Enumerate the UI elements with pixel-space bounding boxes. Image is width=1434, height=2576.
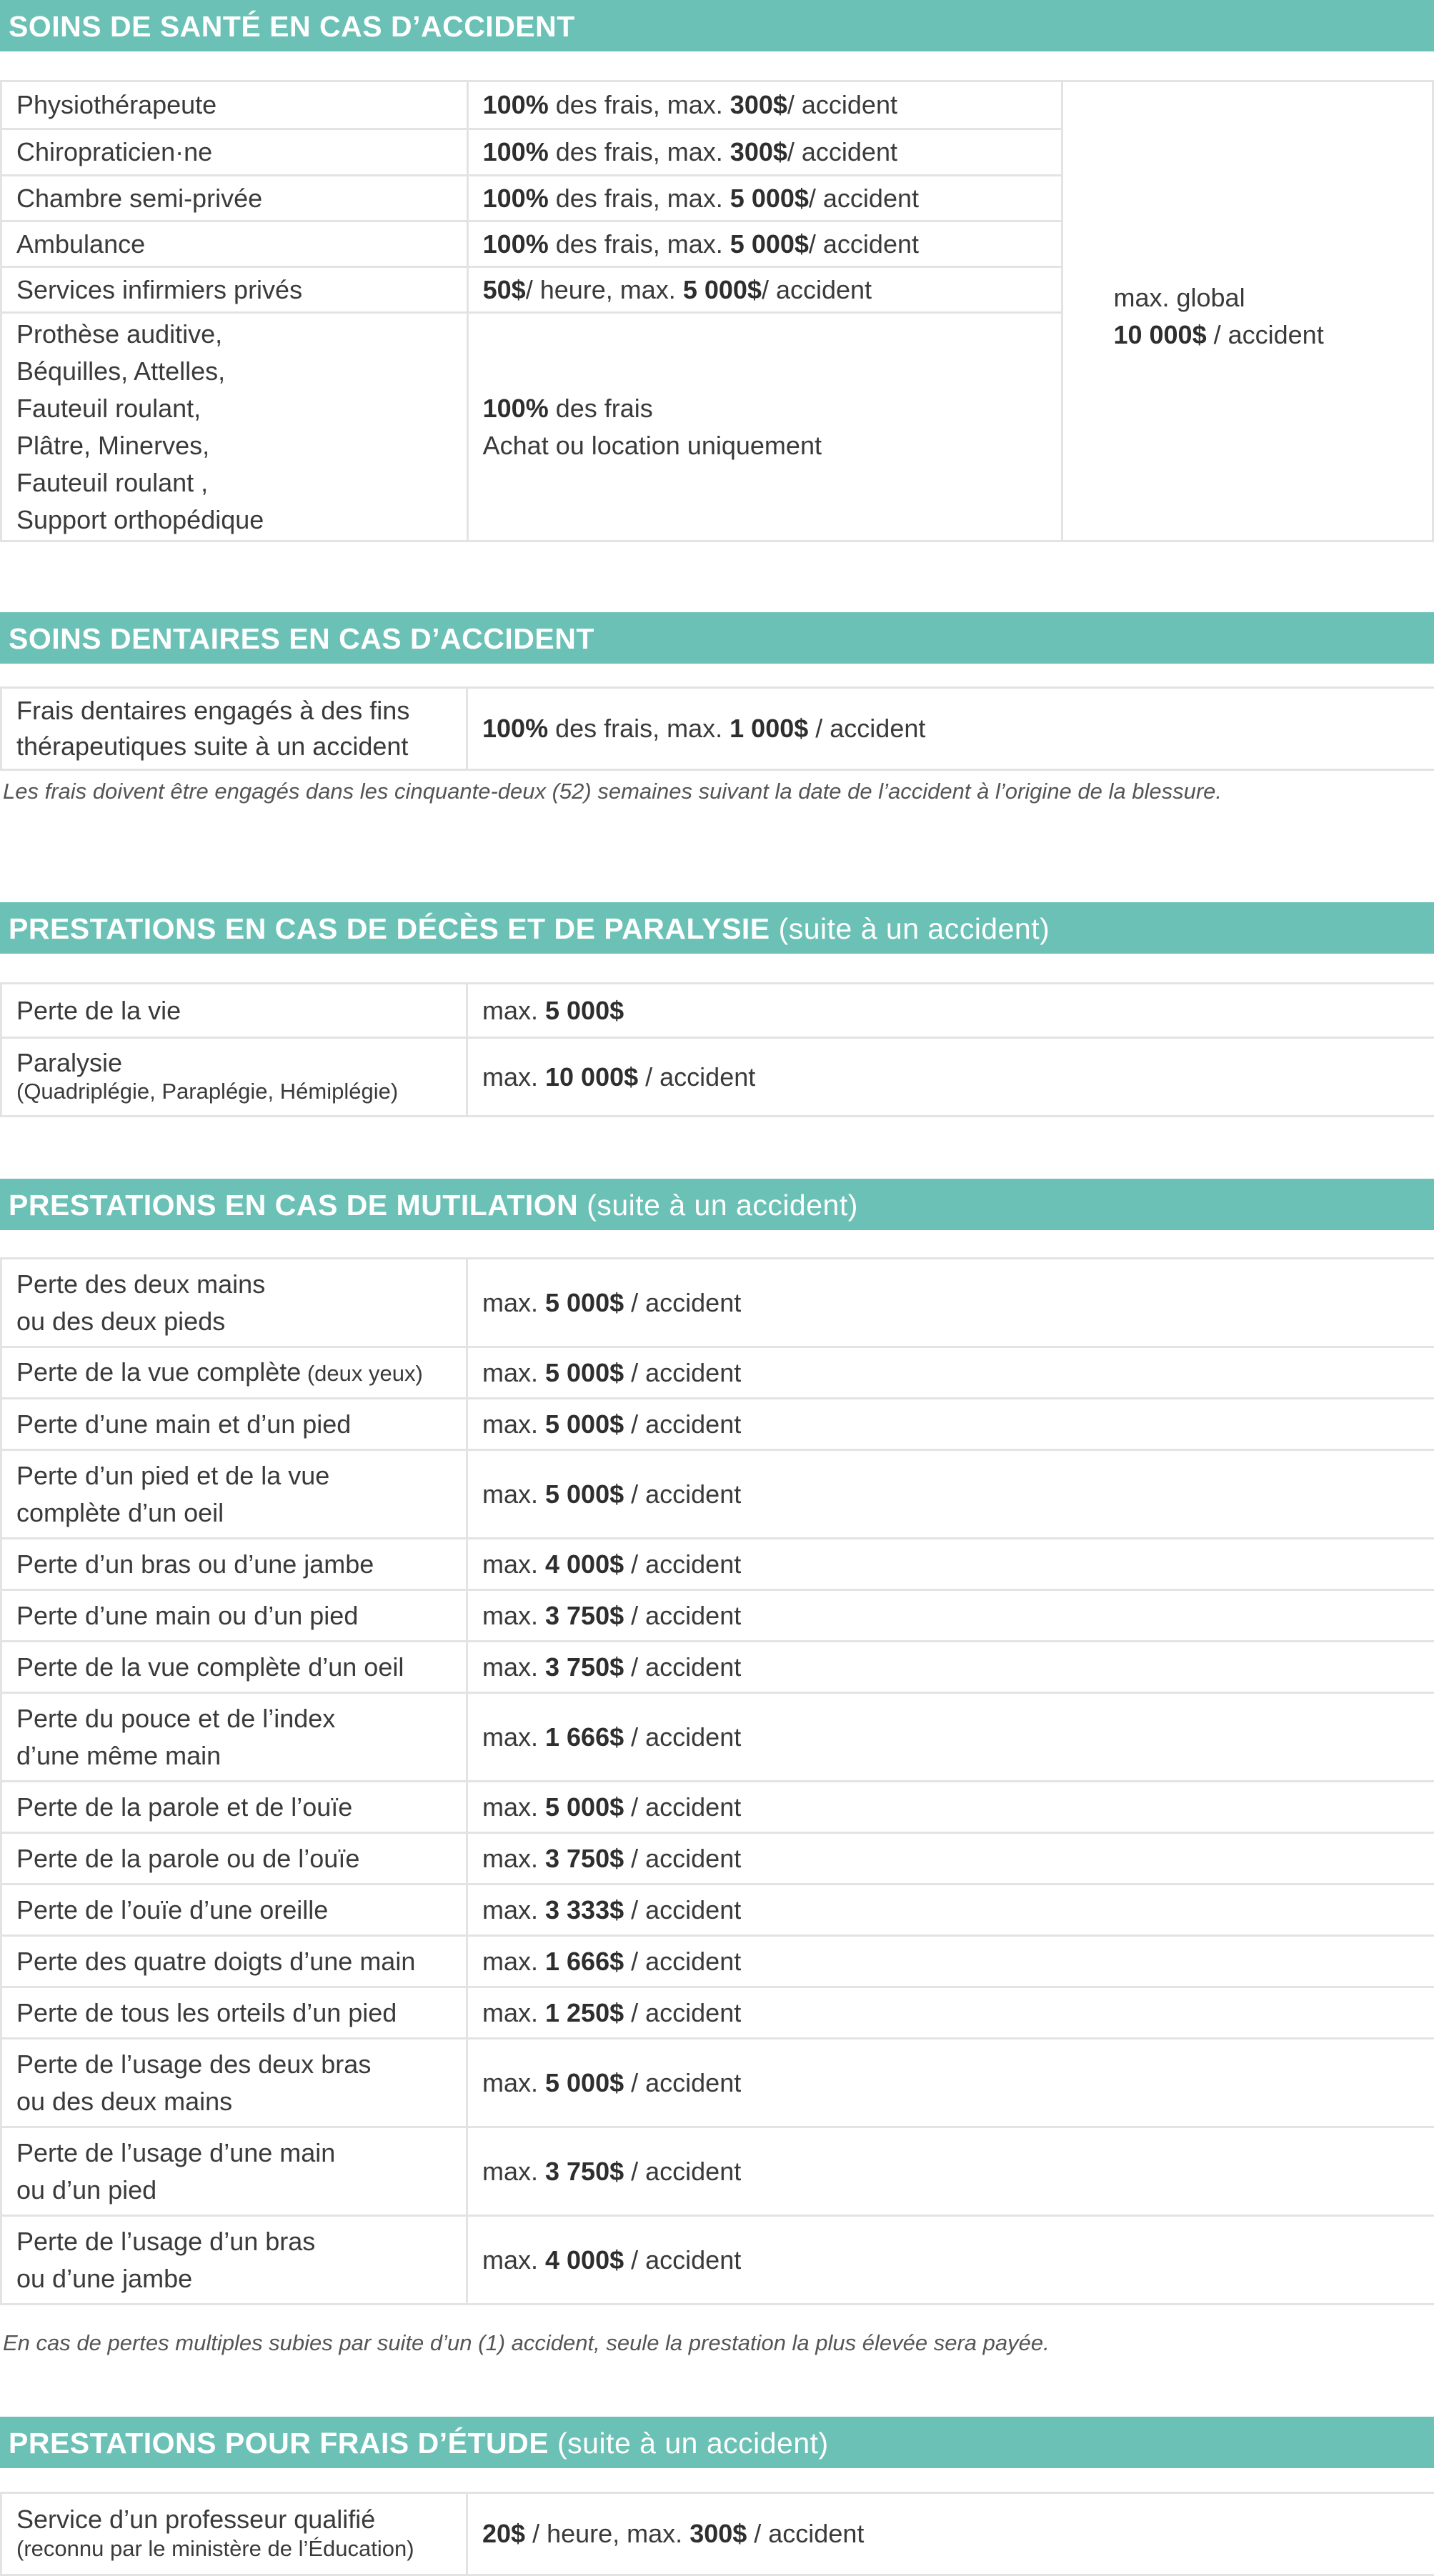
health-table: [0, 80, 1434, 542]
row-value: max. 3 750$ / accident: [467, 1590, 1434, 1642]
table-row: [1, 81, 1433, 129]
row-value: max. 3 750$ / accident: [467, 1642, 1434, 1693]
row-label: Frais dentaires engagés à des fins thérapeutiques suite à un accident: [1, 688, 467, 770]
study-section: [0, 2417, 1434, 2468]
row-value: max. 1 666$ / accident: [467, 1936, 1434, 1987]
global-max-cell: [1062, 81, 1433, 541]
table-row: [1, 1693, 1434, 1782]
row-label: Perte d’un bras ou d’une jambe: [1, 1539, 467, 1590]
table-row: [1, 2039, 1434, 2127]
row-value: max. 5 000$ / accident: [467, 1399, 1434, 1450]
dental-section: [0, 612, 1434, 664]
table-row: [1, 1642, 1434, 1693]
row-value: 100% des frais, max. 1 000$ / accident: [467, 688, 1434, 770]
row-value: max. 10 000$ / accident: [467, 1038, 1434, 1117]
table-row: [1, 1259, 1434, 1347]
row-label: Perte de la vie: [1, 984, 467, 1038]
death-table: [0, 982, 1434, 1117]
row-value: max. 3 750$ / accident: [467, 2127, 1434, 2216]
row-value: max. 1 666$ / accident: [467, 1693, 1434, 1782]
row-label: Perte de la parole ou de l’ouïe: [1, 1833, 467, 1884]
row-value: max. 5 000$ / accident: [467, 1259, 1434, 1347]
row-value: max. 4 000$ / accident: [467, 1539, 1434, 1590]
table-row: [1, 984, 1434, 1038]
global-max-label: max. global: [1113, 283, 1245, 312]
row-value: max. 5 000$ / accident: [467, 1450, 1434, 1539]
table-row: [1, 1399, 1434, 1450]
row-value: max. 3 750$ / accident: [467, 1833, 1434, 1884]
row-value: max. 5 000$ / accident: [467, 1347, 1434, 1399]
row-label: Services infirmiers privés: [1, 267, 468, 313]
table-row: [1, 1450, 1434, 1539]
table-row: [1, 1833, 1434, 1884]
health-section: [0, 0, 1434, 51]
row-value: 100% des frais, max. 5 000$/ accident: [467, 176, 1062, 221]
row-label: Perte des quatre doigts d’une main: [1, 1936, 467, 1987]
table-row: [1, 1782, 1434, 1833]
row-label: Paralysie (Quadriplégie, Paraplégie, Hémiplégie): [1, 1038, 467, 1117]
row-label: Perte de tous les orteils d’un pied: [1, 1987, 467, 2039]
table-row: [1, 1347, 1434, 1399]
row-label: Perte d’un pied et de la vue complète d’un oeil: [1, 1450, 467, 1539]
table-row: [1, 2127, 1434, 2216]
mutilation-note: En cas de pertes multiples subies par suite d’un (1) accident, seule la prestation la plus élevée sera payée.: [3, 2330, 1050, 2355]
table-row: [1, 1936, 1434, 1987]
row-value: max. 5 000$: [467, 984, 1434, 1038]
section-title-dental: SOINS DENTAIRES EN CAS D’ACCIDENT: [0, 612, 1434, 664]
table-row: [1, 2216, 1434, 2305]
dental-table: [0, 687, 1434, 771]
row-label: Perte du pouce et de l’index d’une même main: [1, 1693, 467, 1782]
row-label: Chambre semi-privée: [1, 176, 468, 221]
row-label: Physiothérapeute: [1, 81, 468, 129]
row-label: Perte de la vue complète (deux yeux): [1, 1347, 467, 1399]
table-row: [1, 1590, 1434, 1642]
section-title-study: PRESTATIONS POUR FRAIS D’ÉTUDE (suite à un accident): [0, 2417, 1434, 2468]
table-row: [1, 1539, 1434, 1590]
row-value: max. 4 000$ / accident: [467, 2216, 1434, 2305]
row-label: Perte de l’usage d’une main ou d’un pied: [1, 2127, 467, 2216]
row-label: Perte de l’usage des deux bras ou des deux mains: [1, 2039, 467, 2127]
row-label: Ambulance: [1, 221, 468, 267]
table-row: [1, 1884, 1434, 1936]
row-value: 20$ / heure, max. 300$ / accident: [467, 2493, 1434, 2575]
row-value: max. 1 250$ / accident: [467, 1987, 1434, 2039]
row-label: Chiropraticien·ne: [1, 129, 468, 176]
table-row: [1, 1987, 1434, 2039]
row-label: Perte de la vue complète d’un oeil: [1, 1642, 467, 1693]
row-label: Perte d’une main ou d’un pied: [1, 1590, 467, 1642]
global-max-value: 10 000$ / accident: [1113, 320, 1324, 349]
death-section: [0, 902, 1434, 954]
section-title-mutilation: PRESTATIONS EN CAS DE MUTILATION (suite à un accident): [0, 1179, 1434, 1230]
row-value: max. 5 000$ / accident: [467, 2039, 1434, 2127]
section-title-death: PRESTATIONS EN CAS DE DÉCÈS ET DE PARALYSIE (suite à un accident): [0, 902, 1434, 954]
devices-label: Prothèse auditive, Béquilles, Attelles, Fauteuil roulant, Plâtre, Minerves, Fauteuil roulant , Support orthopédique: [1, 313, 468, 541]
row-label: Service d’un professeur qualifié (reconnu par le ministère de l’Éducation): [1, 2493, 467, 2575]
section-title-health: SOINS DE SANTÉ EN CAS D’ACCIDENT: [0, 0, 1434, 51]
row-value: max. 3 333$ / accident: [467, 1884, 1434, 1936]
row-value: 100% des frais, max. 300$/ accident: [467, 81, 1062, 129]
row-label: Perte de la parole et de l’ouïe: [1, 1782, 467, 1833]
row-label: Perte d’une main et d’un pied: [1, 1399, 467, 1450]
row-value: 50$/ heure, max. 5 000$/ accident: [467, 267, 1062, 313]
mutilation-section: [0, 1179, 1434, 1230]
dental-note: Les frais doivent être engagés dans les cinquante-deux (52) semaines suivant la date de l’accident à l’origine de la blessure.: [3, 779, 1223, 804]
row-label: Perte de l’ouïe d’une oreille: [1, 1884, 467, 1936]
row-value: 100% des frais, max. 5 000$/ accident: [467, 221, 1062, 267]
mutilation-table: [0, 1257, 1434, 2305]
row-value: max. 5 000$ / accident: [467, 1782, 1434, 1833]
table-row: [1, 1038, 1434, 1117]
study-table: [0, 2492, 1434, 2576]
row-label: Perte des deux mains ou des deux pieds: [1, 1259, 467, 1347]
table-row: [1, 2493, 1434, 2575]
devices-value: 100% des frais Achat ou location uniquement: [467, 313, 1062, 541]
row-value: 100% des frais, max. 300$/ accident: [467, 129, 1062, 176]
row-label: Perte de l’usage d’un bras ou d’une jambe: [1, 2216, 467, 2305]
table-row: [1, 688, 1434, 770]
